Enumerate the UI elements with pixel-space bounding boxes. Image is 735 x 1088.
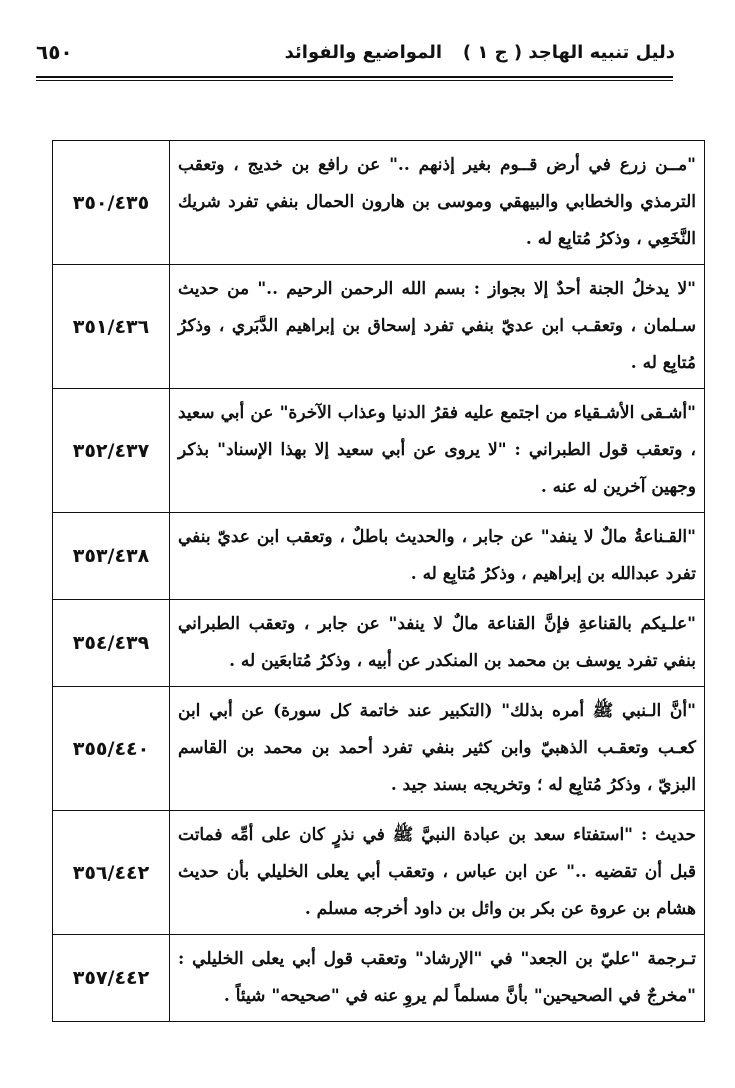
table-row — [53, 935, 705, 1022]
entry-reference: ٣٥٤/٤٣٩ — [53, 600, 170, 687]
header-rule-thin — [36, 80, 673, 81]
book-title: دليل تنبيه الهاجد ( ج ١ ) — [462, 42, 675, 63]
entry-text: "القـناعةُ مالٌ لا ينفد" عن جابر ، والحديث باطلٌ ، وتعقب ابن عديّ بنفي تفرد عبدالله بن إبراهيم ، وذكرُ مُتابِع له . — [170, 513, 705, 600]
index-table — [52, 140, 705, 1022]
table-row — [53, 141, 705, 265]
table-row — [53, 513, 705, 600]
entry-reference: ٣٥٧/٤٤٢ — [53, 935, 170, 1022]
entry-text: "علـيكم بالقناعةِ فإنَّ القناعة مالٌ لا ينفد" عن جابر ، وتعقب الطبراني بنفي تفرد يوسف بن محمد بن المنكدر عن أبيه ، وذكرُ مُتابعَين له . — [170, 600, 705, 687]
table-row — [53, 600, 705, 687]
header-rule-thick — [36, 76, 673, 78]
entry-text: "مــن زرع في أرض قــوم بغير إذنهم .." عن رافع بن خديج ، وتعقب الترمذي والخطابي والبيهقي وموسى بن هارون الحمال بنفي تفرد شريك النَّخَعِي ، وذكرُ مُتابِع له . — [170, 141, 705, 265]
entry-text: "أشـقى الأشـقياء من اجتمع عليه فقرُ الدنيا وعذاب الآخرة" عن أبي سعيد ، وتعقب قول الطبراني : "لا يروى عن أبي سعيد إلا بهذا الإسناد" بذكر وجهين آخرين له عنه . — [170, 389, 705, 513]
entry-text: تـرجمة "عليّ بن الجعد" في "الإرشاد" وتعقب قول أبي يعلى الخليلي : "مخرجٌ في الصحيحين" بأنَّ مسلماً لم يروِ عنه في "صحيحه" شيئاً . — [170, 935, 705, 1022]
entry-reference: ٣٥١/٤٣٦ — [53, 265, 170, 389]
table-row — [53, 811, 705, 935]
entry-reference: ٣٥٥/٤٤٠ — [53, 687, 170, 811]
entry-text: "لا يدخلُ الجنة أحدٌ إلا بجواز : بسم الله الرحمن الرحيم .." من حديث سـلمان ، وتعقـب ابن عديّ بنفي تفرد إسحاق بن إبراهيم الدَّبَري ، وذكرُ مُتابِع له . — [170, 265, 705, 389]
entry-text: "أنَّ الـنبي ﷺ أمره بذلك" (التكبير عند خاتمة كل سورة) عن أبي ابن كعـب وتعقـب الذهبيّ وابن كثير بنفي تفرد أحمد بن محمد بن القاسم البزيّ ، وذكرُ مُتابِع له ؛ وتخريجه بسند جيد . — [170, 687, 705, 811]
entry-reference: ٣٥٢/٤٣٧ — [53, 389, 170, 513]
section-title: المواضيع والفوائد — [284, 42, 443, 63]
table-row — [53, 265, 705, 389]
running-header — [36, 34, 675, 74]
table-row — [53, 389, 705, 513]
table-row — [53, 687, 705, 811]
entry-reference: ٣٥٣/٤٣٨ — [53, 513, 170, 600]
entry-reference: ٣٥٠/٤٣٥ — [53, 141, 170, 265]
entry-text: حديث : "استفتاء سعد بن عبادة النبيَّ ﷺ في نذرٍ كان على أمِّه فماتت قبل أن تقضيه .." عن ابن عباس ، وتعقب أبي يعلى الخليلي بأن حديث هشام بن عروة عن بكر بن وائل بن داود أخرجه مسلم . — [170, 811, 705, 935]
page-number: ٦٥٠ — [36, 40, 73, 64]
entry-reference: ٣٥٦/٤٤٢ — [53, 811, 170, 935]
